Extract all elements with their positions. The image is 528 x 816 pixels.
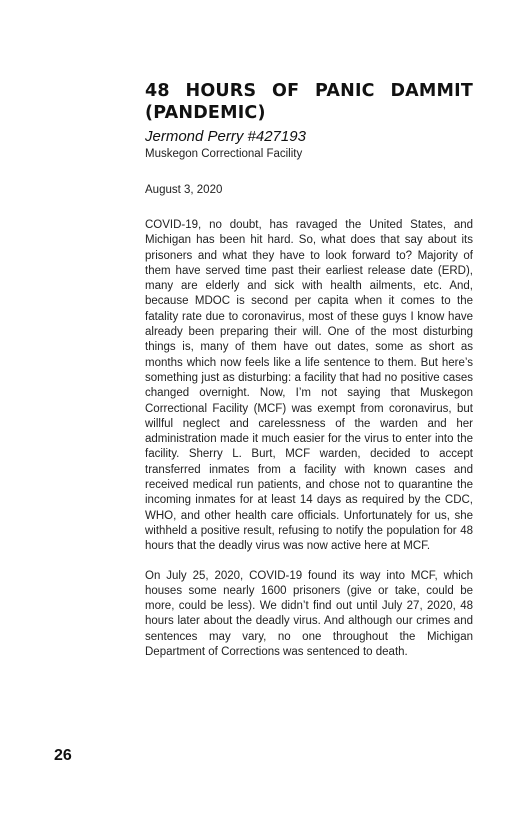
article-title: 48 HOURS OF PANIC DAMMIT (PANDEMIC) [145, 81, 473, 123]
author-facility: Muskegon Correctional Facility [145, 148, 303, 160]
author-name: Jermond Perry #427193 [145, 128, 306, 145]
article [145, 80, 473, 660]
page-number: 26 [54, 747, 72, 764]
article-date: August 3, 2020 [145, 184, 223, 196]
body-paragraph-2: On July 25, 2020, COVID-19 found its way into MCF, which houses some nearly 1600 prisoners (give or take, could be more, could be less). We didn’t find out until July 27, 2020, 48 hours later about the deadly virus. And although our crimes and sentences may vary, no one throughout the Michigan Department of Corrections was sentenced to death. [145, 569, 473, 659]
body-paragraph-1: COVID-19, no doubt, has ravaged the United States, and Michigan has been hit hard. So, what does that say about its prisoners and what they have to look forward to? Majority of them have served time past their earliest release date (ERD), many are elderly and sick with health ailments, etc. And, because MDOC is second per capita when it comes to the fatality rate due to coronavirus, most of these guys I know have already been preparing their will. One of the most disturbing things is, many of them have out dates, some as short as months which now feels like a life sentence to them. But here’s something just as disturbing: a facility that had no positive cases changed overnight. Now, I’m not saying that Muskegon Correctional Facility (MCF) was exempt from coronavirus, but willful neglect and carelessness of the warden and her administration made it much easier for the virus to enter into the facility. Sherry L. Burt, MCF warden, decided to accept transferred inmates from a facility with known cases and received medical run patients, and chose not to quarantine the incoming inmates for at least 14 days as required by the CDC, WHO, and other health care officials. Unfortunately for us, she withheld a positive result, refusing to notify the population for 48 hours that the deadly virus was now active here at MCF. [145, 219, 473, 553]
